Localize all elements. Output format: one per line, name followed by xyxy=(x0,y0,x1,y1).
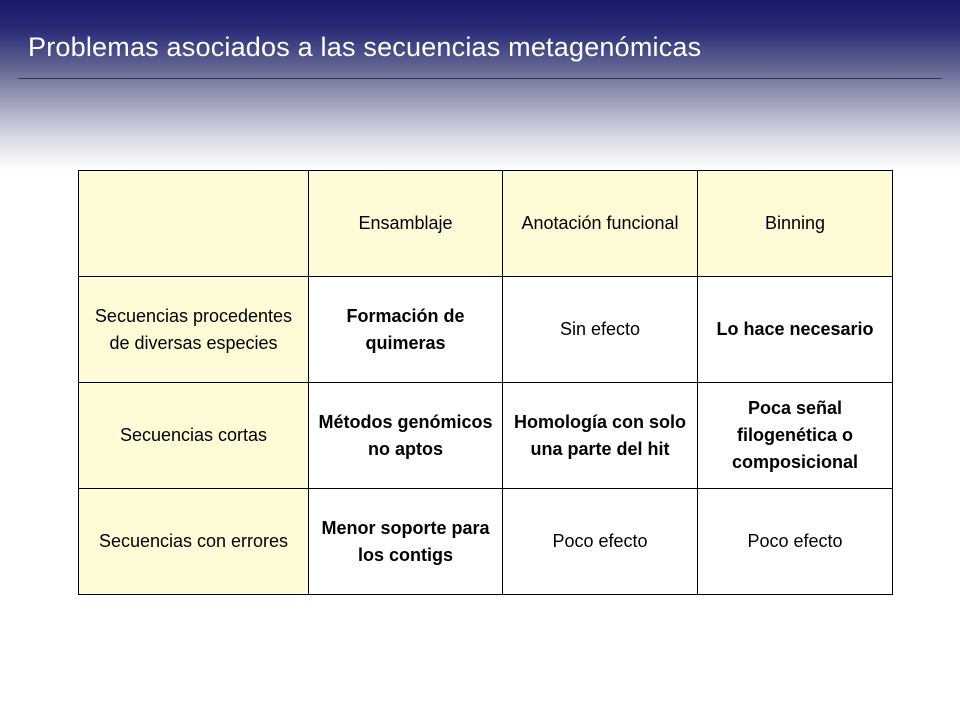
table-cell: Sin efecto xyxy=(503,277,698,383)
header-binning: Binning xyxy=(698,171,893,277)
table-cell: Métodos genómicos no aptos xyxy=(309,383,503,489)
title-banner xyxy=(0,0,960,170)
table-cell: Poco efecto xyxy=(698,489,893,595)
problems-table xyxy=(78,170,893,595)
table-cell: Menor soporte para los contigs xyxy=(309,489,503,595)
slide-title: Problemas asociados a las secuencias metagenómicas xyxy=(28,32,702,62)
table-cell: Poco efecto xyxy=(503,489,698,595)
table-cell: Lo hace necesario xyxy=(698,277,893,383)
table-row xyxy=(79,383,893,489)
table-row xyxy=(79,277,893,383)
header-anotacion-funcional: Anotación funcional xyxy=(503,171,698,277)
row-label: Secuencias con errores xyxy=(79,489,309,595)
row-label: Secuencias cortas xyxy=(79,383,309,489)
title-divider xyxy=(18,78,942,79)
table-cell: Formación de quimeras xyxy=(309,277,503,383)
row-label: Secuencias procedentes de diversas especies xyxy=(79,277,309,383)
table-row xyxy=(79,489,893,595)
table-cell: Homología con solo una parte del hit xyxy=(503,383,698,489)
table-cell: Poca señal filogenética o composicional xyxy=(698,383,893,489)
header-ensamblaje: Ensamblaje xyxy=(309,171,503,277)
corner-cell xyxy=(79,171,309,277)
table-header-row xyxy=(79,171,893,277)
